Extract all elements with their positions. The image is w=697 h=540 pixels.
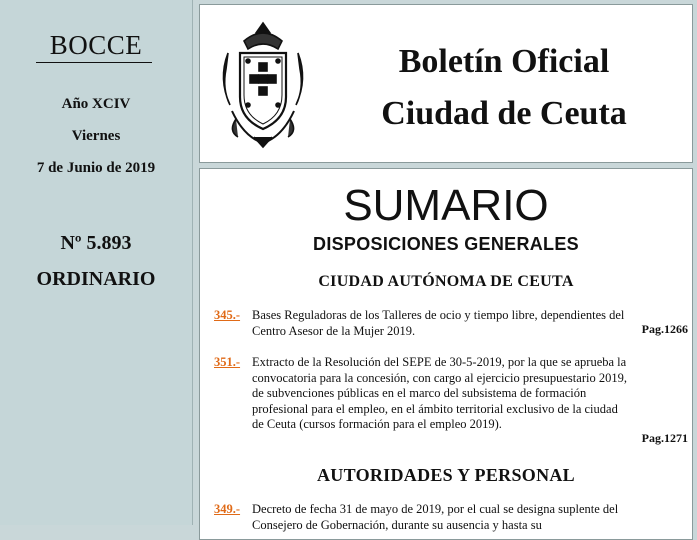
entry-text: Bases Reguladoras de los Talleres de ocio y tiempo libre, dependientes del Centro Asesor de la Mujer 2019.	[252, 308, 625, 338]
sidebar	[0, 0, 193, 525]
code-underline	[36, 62, 152, 63]
summary-heading: SUMARIO	[343, 181, 549, 230]
section-heading-city: CIUDAD AUTÓNOMA DE CEUTA	[318, 273, 574, 290]
section-heading-general: DISPOSICIONES GENERALES	[313, 234, 579, 254]
header-title-line1: Boletín Oficial	[398, 43, 610, 80]
coat-of-arms-icon	[214, 19, 312, 149]
header-title-line2: Ciudad de Ceuta	[381, 95, 627, 132]
entry-text: Decreto de fecha 31 de mayo de 2019, por el cual se designa suplente del Consejero de Gobernación, durante su ausencia y hasta su	[252, 502, 619, 532]
bulletin-code: BOCCE	[49, 30, 143, 60]
entry-page: Pag.1271	[641, 431, 688, 445]
bulletin-year: Año XCIV	[61, 96, 131, 112]
bulletin-number: Nº 5.893	[60, 232, 132, 254]
bulletin-date: 7 de Junio de 2019	[36, 160, 156, 176]
entry-number-link[interactable]: 351.-	[214, 355, 241, 369]
entry-number-link[interactable]: 349.-	[214, 502, 241, 516]
header	[199, 4, 693, 163]
entry-number-link[interactable]: 345.-	[214, 308, 241, 322]
section-heading-personnel: AUTORIDADES Y PERSONAL	[317, 465, 575, 485]
entry-text: Extracto de la Resolución del SEPE de 30-5-2019, por la que se aprueba la convocatoria para la concesión, con cargo al ejercicio presupuestario 2019, de subvenciones públicas en el marco del subsistema de formación profesional para el empleo, en el ámbito territorial exclusivo de la ciudad de Ceuta (cursos formación para el empleo 2019).	[252, 355, 627, 431]
bulletin-weekday: Viernes	[71, 128, 121, 144]
bulletin-type: ORDINARIO	[36, 268, 156, 290]
entry-page: Pag.1266	[641, 322, 688, 336]
summary-panel	[199, 168, 693, 540]
